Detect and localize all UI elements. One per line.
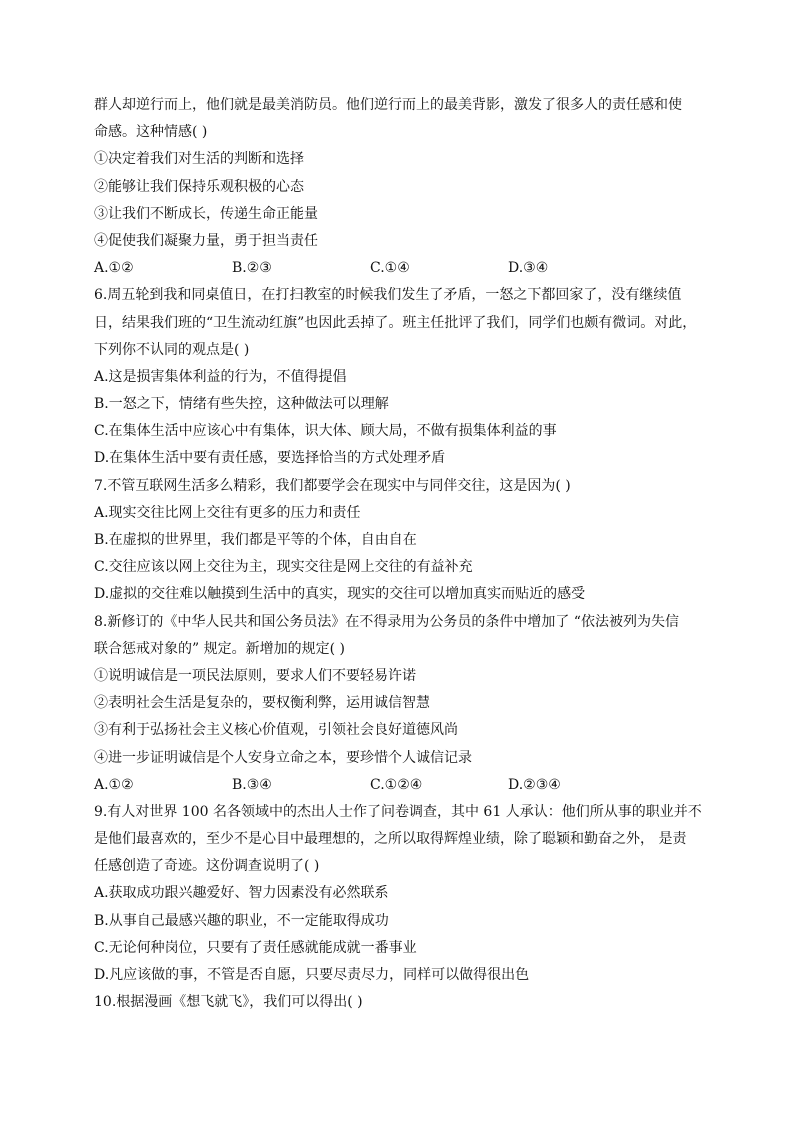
answer-option-a: A.这是损害集体利益的行为，不值得提倡: [94, 368, 347, 385]
statement: ①决定着我们对生活的判断和选择: [94, 151, 304, 168]
question-stem-line: 命感。这种情感( ): [94, 124, 208, 141]
question-stem-line: 8.新修订的《中华人民共和国公务员法》在不得录用为公务员的条件中增加了 “依法被列为失信: [94, 613, 679, 630]
answer-option-a: A.①②: [94, 260, 134, 277]
statement: ②能够让我们保持乐观积极的心态: [94, 178, 304, 195]
statement: ④进一步证明诚信是个人安身立命之本，要珍惜个人诚信记录: [94, 749, 472, 766]
question-5: [94, 92, 704, 282]
statement: ④促使我们凝聚力量，勇于担当责任: [94, 232, 318, 249]
question-stem-line: 7.不管互联网生活多么精彩，我们都要学会在现实中与同伴交往，这是因为( ): [94, 477, 571, 494]
answer-option-b: B.一怒之下，情绪有些失控，这种做法可以理解: [94, 396, 389, 413]
answer-option-b: B.②③: [232, 260, 272, 277]
question-8: [94, 609, 704, 799]
answer-option-a: A.①②: [94, 776, 134, 793]
question-6: [94, 282, 704, 472]
question-stem-line: 9.有人对世界 100 名各领域中的杰出人士作了问卷调查，其中 61 人承认：他们所从事的职业并不: [94, 803, 702, 820]
question-stem-line: 下列你不认同的观点是( ): [94, 341, 250, 358]
answer-option-a: A.现实交往比网上交往有更多的压力和责任: [94, 504, 361, 521]
question-10: [94, 989, 704, 1016]
answer-option-d: D.虚拟的交往难以触摸到生活中的真实，现实的交往可以增加真实而贴近的感受: [94, 586, 586, 603]
answer-option-c: C.①②④: [370, 776, 423, 793]
answer-option-b: B.在虚拟的世界里，我们都是平等的个体，自由自在: [94, 532, 417, 548]
question-9: [94, 799, 704, 989]
answer-option-d: D.②③④: [508, 776, 561, 793]
answer-option-c: C.①④: [370, 260, 410, 277]
statement: ③让我们不断成长，传递生命正能量: [94, 205, 318, 222]
answer-option-b: B.③④: [232, 776, 272, 793]
question-7: [94, 473, 704, 609]
answer-option-c: C.交往应该以网上交往为主，现实交往是网上交往的有益补充: [94, 559, 473, 576]
answer-option-d: D.在集体生活中要有责任感，要选择恰当的方式处理矛盾: [94, 450, 446, 467]
page-content: [94, 92, 704, 1016]
question-stem-line: 是他们最喜欢的，至少不是心目中最理想的，之所以取得辉煌业绩，除了聪颖和勤奋之外， 是责: [94, 831, 687, 848]
question-stem-line: 10.根据漫画《想飞就飞》，我们可以得出( ): [94, 994, 363, 1011]
statement: ③有利于弘扬社会主义核心价值观，引领社会良好道德风尚: [94, 722, 458, 739]
answer-options-row: [94, 255, 704, 282]
answer-option-a: A.获取成功跟兴趣爱好、智力因素没有必然联系: [94, 885, 389, 902]
question-stem-line: 群人却逆行而上，他们就是最美消防员。他们逆行而上的最美背影，激发了很多人的责任感和使: [94, 97, 682, 113]
answer-option-d: D.③④: [508, 260, 549, 277]
statement: ①说明诚信是一项民法原则，要求人们不要轻易许诺: [94, 667, 416, 684]
answer-option-c: C.在集体生活中应该心中有集体，识大体、顾大局，不做有损集体利益的事: [94, 423, 557, 440]
answer-option-d: D.凡应该做的事，不管是否自愿，只要尽责尽力，同样可以做得很出色: [94, 967, 530, 983]
question-stem-line: 6.周五轮到我和同桌值日，在打扫教室的时候我们发生了矛盾，一怒之下都回家了，没有继续值: [94, 287, 682, 304]
question-stem-line: 联合惩戒对象的” 规定。新增加的规定( ): [94, 640, 345, 657]
question-stem-line: 任感创造了奇迹。这份调查说明了( ): [94, 858, 320, 875]
statement: ②表明社会生活是复杂的，要权衡利弊，运用诚信智慧: [94, 695, 430, 712]
answer-option-b: B.从事自己最感兴趣的职业，不一定能取得成功: [94, 912, 389, 929]
answer-option-c: C.无论何种岗位，只要有了责任感就能成就一番事业: [94, 939, 417, 956]
answer-options-row: [94, 772, 704, 799]
question-stem-line: 日，结果我们班的“卫生流动红旗”也因此丢掉了。班主任批评了我们，同学们也颇有微词。对此，: [94, 314, 697, 331]
